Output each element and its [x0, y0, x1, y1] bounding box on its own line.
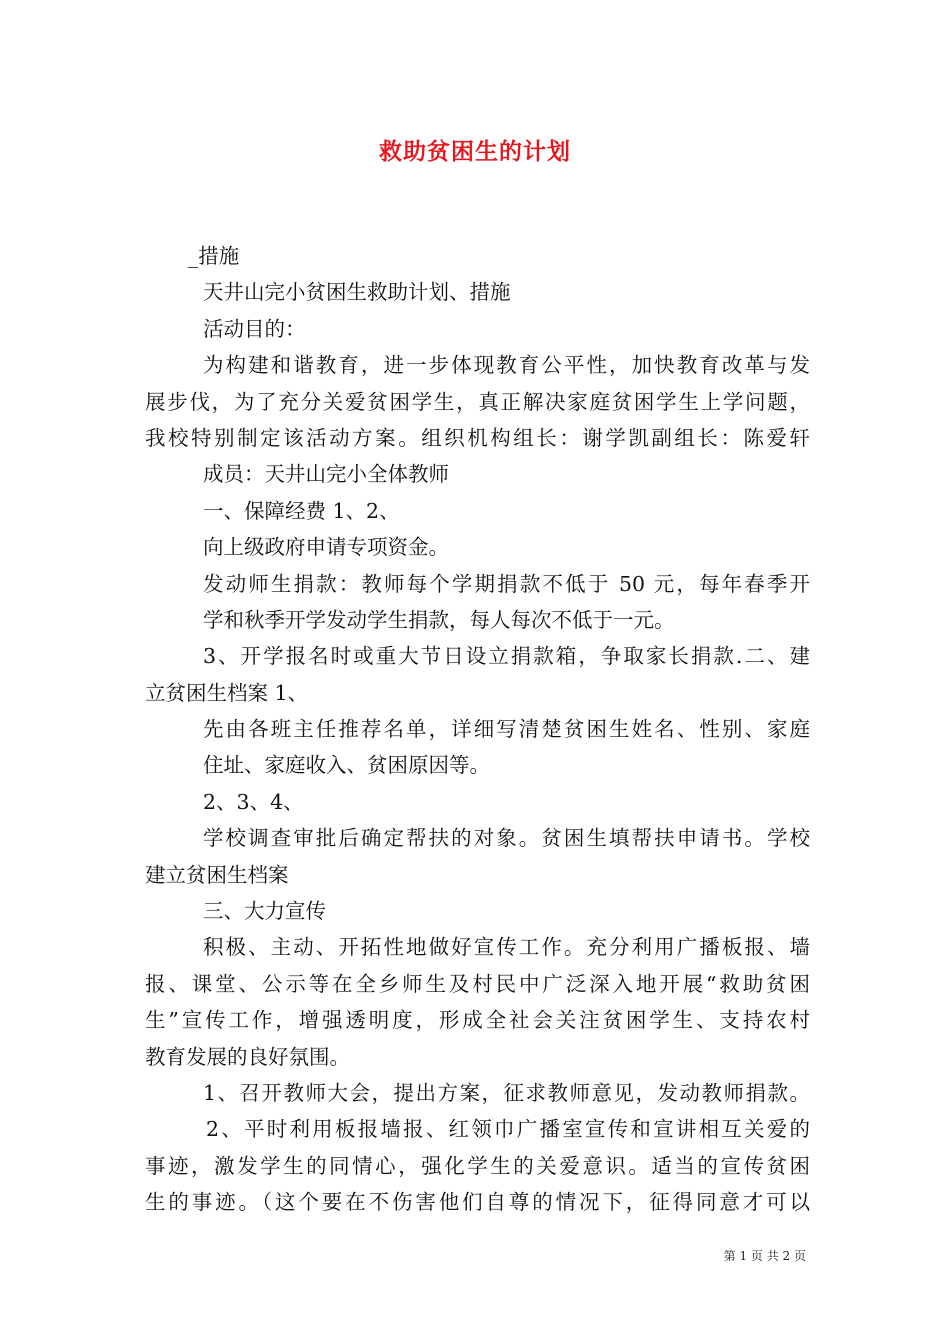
- text-line: 学校调查审批后确定帮扶的对象。贫困生填帮扶申请书。学校: [203, 826, 810, 851]
- text-line: 我校特别制定该活动方案。组织机构组长：谢学凯副组长：陈爱轩: [145, 425, 810, 450]
- text-line: 报、课堂、公示等在全乡师生及村民中广泛深入地开展“救助贫困: [145, 971, 810, 996]
- text-line: 建立贫困生档案: [145, 862, 289, 887]
- text-line: 生的事迹。（这个要在不伤害他们自尊的情况下，征得同意才可以: [145, 1190, 810, 1215]
- text-line: 为构建和谐教育，进一步体现教育公平性，加快教育改革与发: [203, 353, 810, 378]
- text-line: 向上级政府申请专项资金。: [203, 535, 449, 560]
- text-line: 生”宣传工作，增强透明度，形成全社会关注贫困学生、支持农村: [145, 1008, 810, 1033]
- text-line: 成员：天井山完小全体教师: [203, 462, 449, 487]
- text-line: 教育发展的良好氛围。: [145, 1044, 350, 1069]
- text-line: 天井山完小贫困生救助计划、措施: [203, 280, 511, 305]
- document-body: [145, 238, 810, 1221]
- text-line: 展步伐，为了充分关爱贫困学生，真正解决家庭贫困学生上学问题，: [145, 389, 810, 414]
- text-line: 1、召开教师大会，提出方案，征求教师意见，发动教师捐款。: [203, 1080, 810, 1105]
- text-line: 发动师生捐款：教师每个学期捐款不低于 50 元，每年春季开: [203, 571, 810, 596]
- text-line: _措施: [188, 244, 240, 268]
- text-line: 立贫困生档案 1、: [145, 680, 309, 705]
- document-title: 救助贫困生的计划: [379, 138, 571, 165]
- text-line: 事迹，激发学生的同情心，强化学生的关爱意识。适当的宣传贫困: [145, 1153, 810, 1178]
- page-number: 第 1 页 共 2 页: [723, 1249, 806, 1263]
- text-line: 积极、主动、开拓性地做好宣传工作。充分利用广播板报、墙: [203, 935, 810, 960]
- text-line: 活动目的：: [203, 316, 306, 341]
- text-line: 三、大力宣传: [203, 899, 326, 924]
- text-line: 2、平时利用板报墙报、红领巾广播室宣传和宣讲相互关爱的: [206, 1117, 810, 1142]
- text-line: 2、3、4、: [203, 789, 304, 814]
- text-line: 3、开学报名时或重大节日设立捐款箱，争取家长捐款.二、建: [203, 644, 810, 669]
- text-line: 住址、家庭收入、贫困原因等。: [203, 753, 490, 778]
- text-line: 先由各班主任推荐名单，详细写清楚贫困生姓名、性别、家庭: [203, 717, 810, 742]
- text-line: 一、保障经费 1、2、: [203, 498, 400, 523]
- text-line: 学和秋季开学发动学生捐款，每人每次不低于一元。: [203, 607, 675, 632]
